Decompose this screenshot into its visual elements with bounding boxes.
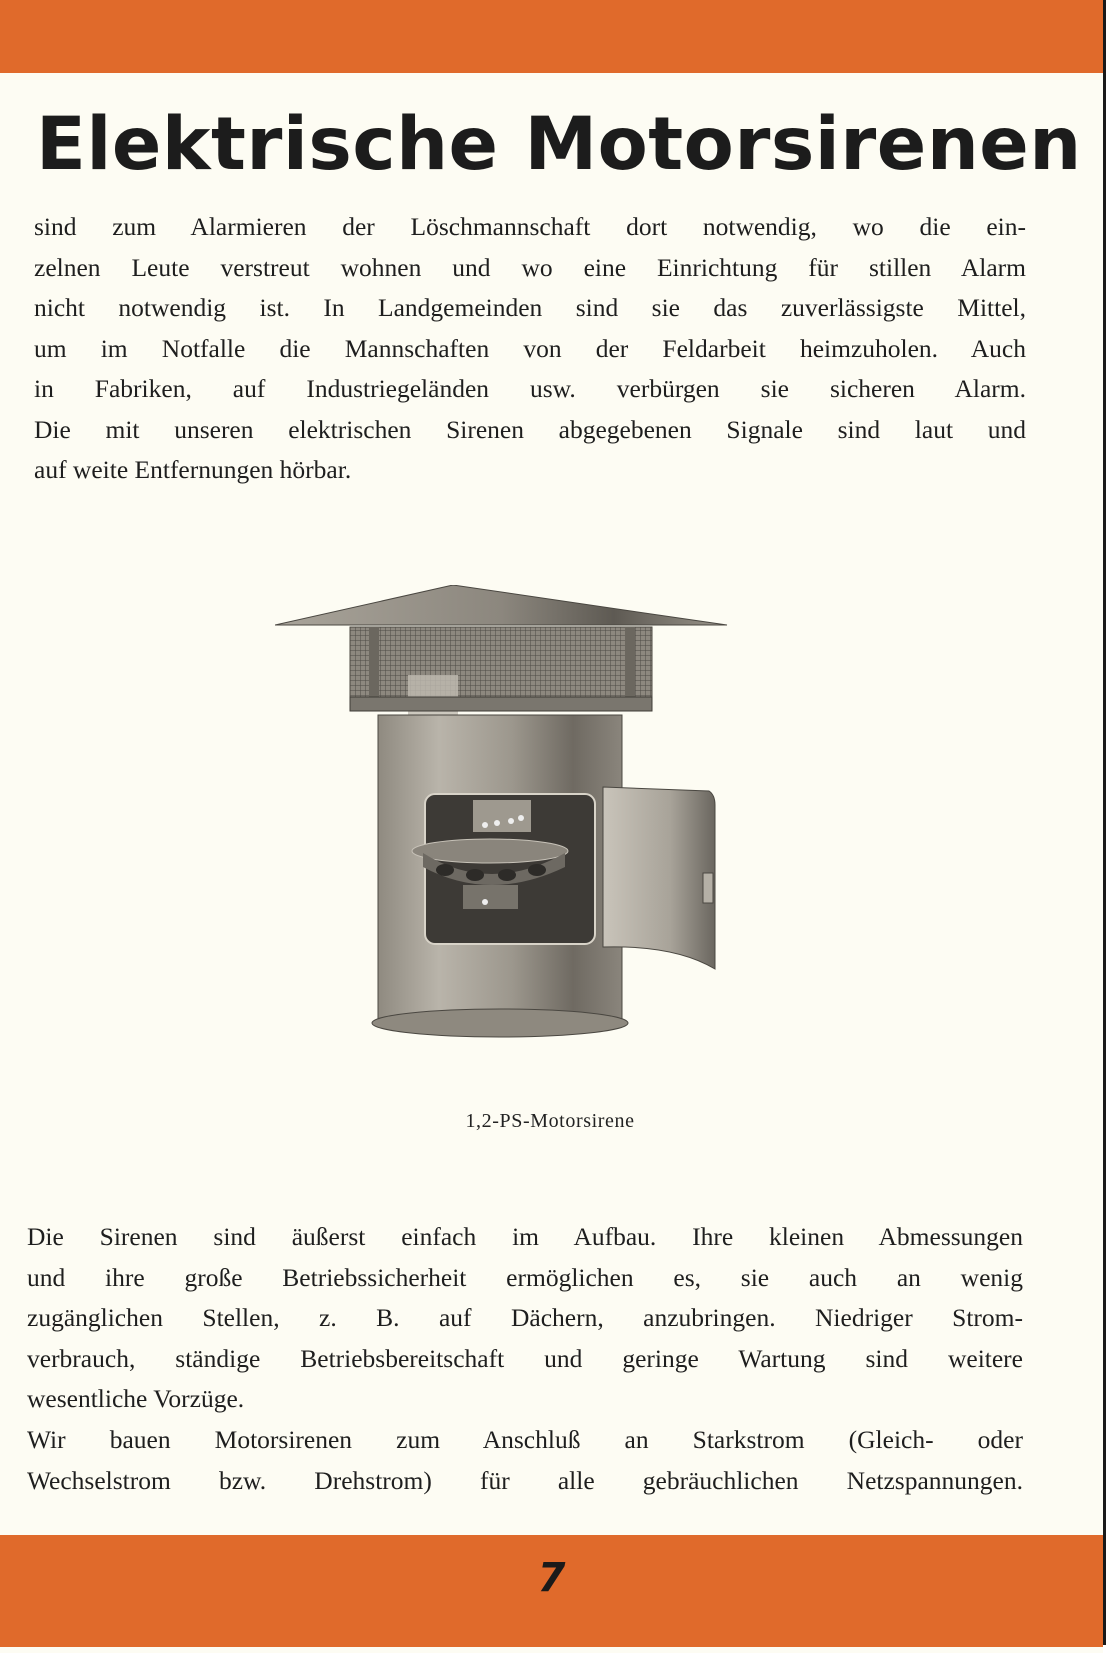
motor-siren-illustration [275,585,775,1055]
text-line: um im Notfalle die Mannschaften von der Feldarbeit heimzuholen. Auch [34,333,1026,363]
text-line: nicht notwendig ist. In Landgemeinden sind sie das zuverlässigste Mittel, [34,293,1026,322]
text-line: Wechselstrom bzw. Drehstrom) für alle gebräuchlichen Netzspannungen. [27,1465,1023,1495]
intro-paragraph [34,207,1026,491]
siren-roof [275,585,727,625]
page-number: 7 [537,1555,566,1601]
text-line: zelnen Leute verstreut wohnen und wo eine Einrichtung für stillen Alarm [34,252,1026,282]
body-paragraph [27,1217,1023,1420]
text-line: auf weite Entfernungen hörbar. [34,455,352,484]
siren-photo [275,585,775,1055]
closing-paragraph [27,1420,1023,1501]
figure-caption: 1,2-PS-Motorsirene [465,1110,635,1132]
siren-mesh-grille [350,627,652,703]
text-line: und ihre große Betriebssicherheit ermöglichen es, sie auch an wenig [27,1262,1023,1292]
text-line: Die mit unseren elektrischen Sirenen abgegebenen Signale sind laut und [34,414,1026,444]
text-line: Wir bauen Motorsirenen zum Anschluß an Starkstrom (Gleich- oder [27,1425,1023,1454]
siren-door [603,787,715,969]
text-line: in Fabriken, auf Industriegeländen usw. verbürgen sie sicheren Alarm. [34,374,1026,403]
text-line: sind zum Alarmieren der Löschmannschaft dort notwendig, wo die ein- [34,212,1026,241]
text-line: verbrauch, ständige Betriebsbereitschaft und geringe Wartung sind weitere [27,1343,1023,1373]
text-line: Die Sirenen sind äußerst einfach im Aufbau. Ihre kleinen Abmessungen [27,1222,1023,1251]
text-line: zugänglichen Stellen, z. B. auf Dächern, anzubringen. Niedriger Strom- [27,1303,1023,1332]
page-title: Elektrische Motorsirenen [36,102,1082,187]
page-edge [1103,0,1106,1645]
top-color-band [0,0,1103,73]
text-line: wesentliche Vorzüge. [27,1384,245,1413]
